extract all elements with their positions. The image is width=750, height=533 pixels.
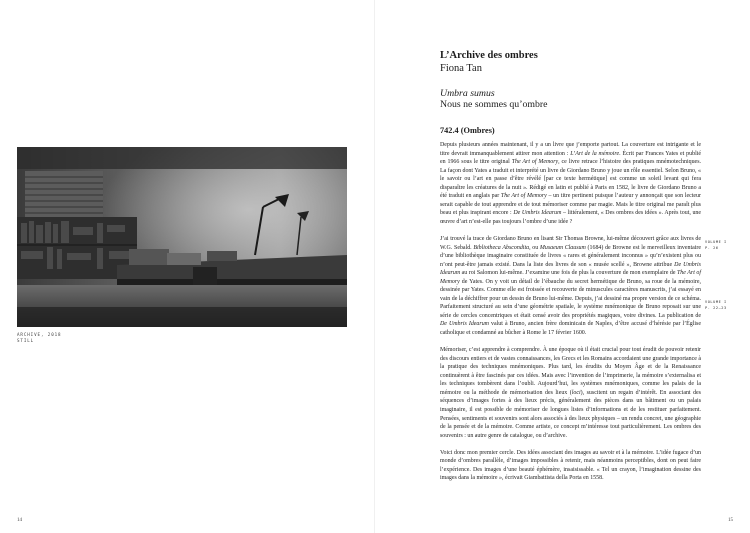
text-run: . Écrit par Frances Yates et publié en 1966 sous le titre original — [440, 150, 701, 166]
text-run: (1684) de Browne est le merveilleux inventaire d’une bibliothèque imaginaire constituée de livres « rares et généralement inconnus » qu’n’existent plus ou n’ont peut-être jamais existé. Dans la liste des livres de son « musée scellé », Browne attribue — [440, 244, 701, 268]
italic-title: The Art of Memory — [511, 159, 559, 166]
margin-note — [705, 300, 727, 312]
margin-note-volume: VOLUME I — [705, 300, 727, 304]
page-number-right: 15 — [728, 518, 733, 523]
italic-title: The Art of Memory — [440, 270, 701, 285]
margin-note — [705, 240, 727, 252]
text-run: ), suscitent un regain d’intérêt. En associant des séquences d’images fortes à des lieux précis, généralement des pièces dans un bâtiment ou un palais imaginaire, il est possible de mémoriser de longues listes d’informations et de les restituer parfaitement. Pensées, sentiments et souvenirs sont alors associés à des lieux physiques – un rendu concret, une géographie de la pensée et de la mémoire. Comme artiste, ce concept m’intéresse tout particulièrement. Les ombres des souvenirs : un autre genre de catalogue, ou d’archive. — [440, 389, 701, 439]
text-run: Mémoriser, c’est apprendre à comprendre. À une époque où il était crucial pour tout érudit de pouvoir retenir des discours entiers et de vastes connaissances, les Grecs et les Romains accordaient une grande importance à la pratique des techniques mnémoniques. Plus tard, les érudits du Moyen Âge et de la Renaissance continuèrent à être fascinés par ces idées. Mais avec l’invention de l’imprimerie, la mémoire s’externalisa et les techniques tombèrent dans l’oubli. Aujourd’hui, les systèmes mnémoniques, comme les palais de la mémoire ou la méthode de mémorisation des lieux ( — [440, 347, 701, 396]
motto-latin: Umbra sumus — [440, 88, 495, 99]
italic-title: The Art of Memory — [500, 193, 547, 200]
margin-note-volume: VOLUME I — [705, 240, 727, 244]
paragraph — [440, 346, 701, 440]
archive-interior-image — [17, 147, 347, 327]
paragraph — [440, 141, 701, 226]
photo-caption — [17, 332, 61, 344]
text-run: de Yates. On y voit un détail de l’ébauche du secret hermétique de Bruno, sa roue de la mémoire, dessinée par Yates. Comme elle est froissée et recouverte de minuscules caractères manuscrits, j’ai essayé en vain de la déchiffrer pour un dessin de Bruno lui-même. Depuis, j’ai dessiné ma propre version de ce schéma. Parfaitement structuré au sein d’une géométrie spatiale, le système mnémonique de Bruno reposait sur une série de cercles concentriques et était censé avoir des propriétés magiques, voire divines. La publication de — [440, 278, 701, 319]
section-heading: 742.4 (Ombres) — [440, 126, 495, 135]
essay-body — [440, 141, 701, 483]
italic-title: L’Art de la mémoire — [570, 150, 620, 157]
text-run: , ou — [529, 244, 540, 251]
text-run: Depuis plusieurs années maintenant, il y a un livre que j’emporte partout. La couverture est intrigante et le titre devrait immanquablement attirer mon attention : — [440, 142, 701, 157]
page-gutter — [374, 0, 375, 533]
text-run: J’ai trouvé la trace de Giordano Bruno en lisant Sir Thomas Browne, lui-même découvert grâce aux livres de W.G. Sebald. — [440, 236, 701, 251]
italic-title: loci — [571, 389, 581, 396]
margin-note-page: P. 22–23 — [705, 305, 727, 310]
text-run: Voici donc mon premier cercle. Des idées associant des images au savoir et à la mémoire. L’idée fugace d’un monde d’ombres parallèle, d’images impossibles à retenir, mais néanmoins perceptibles, dont on peut faire l’expérience. Des images d’une beauté éphémère, insaisissable. « Tel un crayon, l’imagination dessine des images dans la mémoire », écrivait Giambattista della Porta en 1558. — [440, 449, 701, 482]
italic-title: Musaeum Clausum — [539, 244, 586, 251]
paragraph — [440, 449, 701, 483]
text-run: au roi Salomon lui-même. J’examine une fois de plus la couverture de mon exemplaire de — [460, 270, 677, 277]
caption-title: ARCHIVE, 2018 — [17, 332, 62, 337]
text-run: valut à Bruno, ancien frère dominicain de Naples, d’être accusé d’hérésie par l’Église catholique et condamné au bûcher à Rome le 17 février 1600. — [440, 321, 701, 337]
italic-title: Bibliotheca Abscondita — [473, 244, 530, 251]
italic-title: De Umbris Idearum — [440, 261, 701, 277]
page-number-left: 14 — [17, 518, 22, 523]
italic-title: De Umbris Idearum — [440, 321, 489, 328]
essay-author: Fiona Tan — [440, 63, 482, 74]
italic-title: De Umbris Idearum — [513, 210, 562, 217]
text-run: , ce livre retrace l’histoire des pratiques mnémotechniques. La façon dont Yates a traduit et interprété un livre de Giordano Bruno y joue un rôle essentiel. Selon Bruno, « le savoir ou l’art en passe d’être révélé [par ce texte hermétique] est comme un soleil levant qui fera disparaître les créatures de la nuit ». Rédigé en latin et publié à Paris en 1582, le livre de Giordano Bruno a été traduit en anglais par — [440, 159, 701, 200]
motto-translation: Nous ne sommes qu’ombre — [440, 99, 548, 110]
text-run: – littéralement, « Des ombres des idées ». Après tout, une œuvre d’art n’est-elle pas toujours l’ombre d’une idée ? — [440, 210, 702, 225]
essay-title: L’Archive des ombres — [440, 50, 538, 61]
archive-still-photo — [17, 147, 347, 327]
caption-type: STILL — [17, 338, 35, 344]
paragraph — [440, 235, 701, 338]
margin-note-page: P. 26 — [705, 245, 719, 250]
text-run: – un titre pertinent puisque l’auteur y annonçait que son lecteur serait capable de tout apprendre et de tout mémoriser comme par magie. Mais le titre original me paraît plus beau et plus inspirant encore : — [440, 193, 701, 217]
